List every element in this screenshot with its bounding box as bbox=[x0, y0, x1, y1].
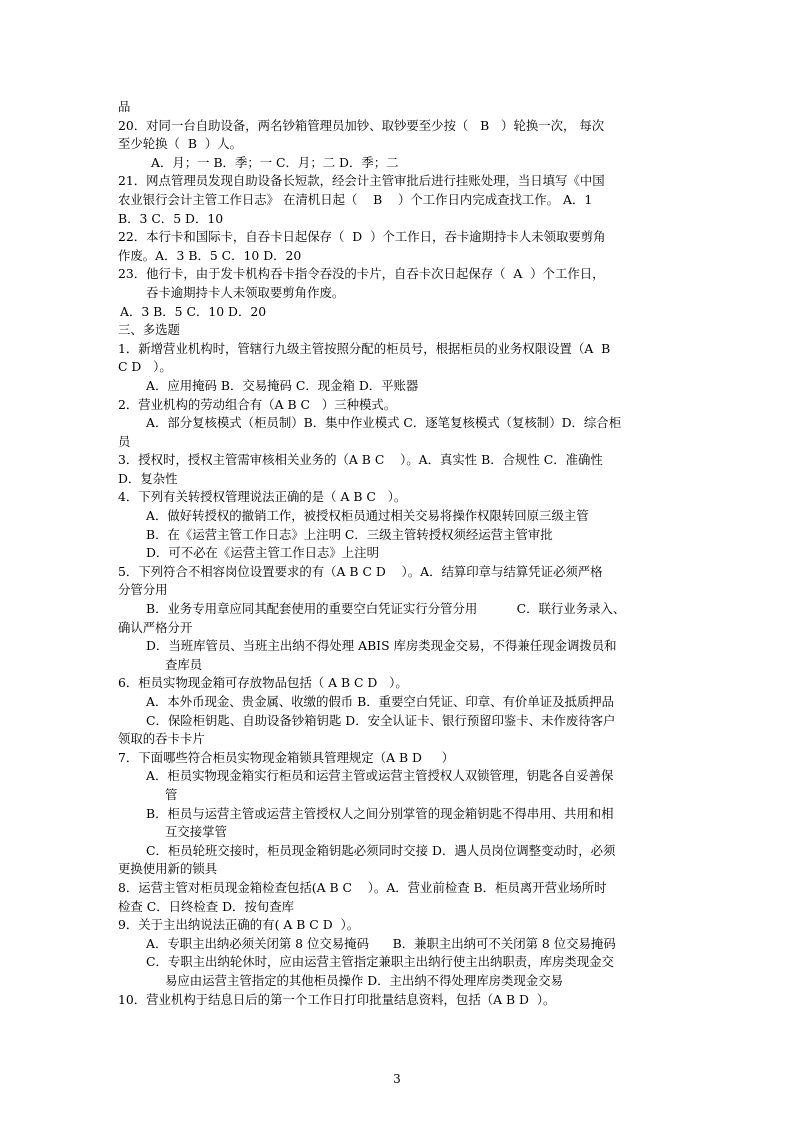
question-m9: 9．关于主出纳说法正确的有( A B C D ）。 bbox=[118, 917, 360, 933]
options-line: B．在《运营主管工作日志》上注明 C．三级主管转授权须经运营主管审批 bbox=[146, 526, 553, 542]
text-line: 品 bbox=[118, 99, 131, 114]
text-line: 吞卡逾期持卡人未领取要剪角作废。 bbox=[146, 284, 345, 300]
text-line: 检查 C．日终检查 D．按旬查库 bbox=[118, 898, 294, 914]
text-line: 易应由运营主管指定的其他柜员操作 D．主出纳不得处理库房类现金交易 bbox=[165, 972, 563, 988]
question-22: 22．本行卡和国际卡，自吞卡日起保存（ D ）个工作日，吞卡逾期持卡人未领取要剪角 bbox=[118, 229, 606, 245]
options-line: A．本外币现金、贵金属、收缴的假币 B．重要空白凭证、印章、有价单证及抵质押品 bbox=[146, 694, 615, 709]
question-m5: 5．下列符合不相容岗位设置要求的有（A B C D ）。A．结算印章与结算凭证必须严格 bbox=[118, 563, 603, 579]
options-line: A．3 B．5 C．10 D．20 bbox=[120, 303, 267, 319]
question-m8: 8．运营主管对柜员现金箱检查包括(A B C ）。A．营业前检查 B．柜员离开营业场所时 bbox=[118, 879, 607, 895]
section-heading: 三、多选题 bbox=[118, 322, 180, 338]
question-m3: 3．授权时，授权主管需审核相关业务的（A B C ）。A．真实性 B．合规性 C．准确性 bbox=[118, 452, 603, 468]
text-line: 互交接掌管 bbox=[165, 824, 227, 840]
question-20: 20．对同一台自助设备，两名钞箱管理员加钞、取钞要至少按（ B ）轮换一次， 每次 bbox=[118, 117, 605, 133]
question-m4: 4．下列有关转授权管理说法正确的是（ A B C ）。 bbox=[118, 489, 407, 505]
options-line: C．保险柜钥匙、自助设备钞箱钥匙 D．安全认证卡、银行预留印鉴卡、未作废待客户 bbox=[146, 712, 616, 728]
options-line: A．月；一 B．季；一 C．月；二 D．季；二 bbox=[151, 154, 399, 170]
document-body bbox=[118, 98, 690, 1009]
question-m7: 7．下面哪些符合柜员实物现金箱锁具管理规定（A B D ） bbox=[118, 749, 455, 765]
options-line: A．做好转授权的撤销工作，被授权柜员通过相关交易将操作权限转回原三级主管 bbox=[146, 508, 589, 524]
question-23: 23．他行卡，由于发卡机构吞卡指令吞没的卡片，自吞卡次日起保存（ A ）个工作日， bbox=[118, 266, 605, 282]
text-line: 确认严格分开 bbox=[118, 619, 193, 635]
options-line: B．业务专用章应同其配套使用的重要空白凭证实行分管分用 C．联行业务录入、 bbox=[146, 601, 626, 617]
text-line: 至少轮换（ B ）人。 bbox=[118, 136, 242, 152]
options-line: C．柜员轮班交接时，柜员现金箱钥匙必须同时交接 D．遇人员岗位调整变动时，必须 bbox=[146, 842, 616, 858]
options-line: B．3 C．5 D．10 bbox=[118, 210, 224, 226]
options-line: D．当班库管员、当班主出纳不得处理 ABIS 库房类现金交易，不得兼任现金调拨员和 bbox=[146, 638, 617, 654]
page-number: 3 bbox=[393, 1072, 401, 1086]
options-line: B．柜员与运营主管或运营主管授权人之间分别掌管的现金箱钥匙不得串用、共用和相 bbox=[146, 805, 614, 821]
options-line: C．专职主出纳轮休时，应由运营主管指定兼职主出纳行使主出纳职责，库房类现金交 bbox=[146, 954, 614, 970]
question-m1: 1．新增营业机构时，管辖行九级主管按照分配的柜员号，根据柜员的业务权限设置（A B bbox=[118, 340, 611, 356]
options-line: A．专职主出纳必须关闭第 8 位交易掩码 B．兼职主出纳可不关闭第 8 位交易掩码 bbox=[146, 935, 616, 951]
options-line: A．部分复核模式（柜员制）B．集中作业模式 C．逐笔复核模式（复核制）D．综合柜 bbox=[146, 415, 622, 431]
text-line: 更换使用新的锁具 bbox=[118, 861, 218, 877]
text-line: 作废。A．3 B．5 C．10 D．20 bbox=[118, 247, 302, 263]
question-21: 21．网点管理员发现自助设备长短款，经会计主管审批后进行挂账处理，当日填写《中国 bbox=[118, 173, 605, 189]
text-line: 查库员 bbox=[165, 656, 203, 672]
options-line: D．可不必在《运营主管工作日志》上注明 bbox=[146, 545, 379, 561]
text-line: D．复杂性 bbox=[118, 470, 178, 486]
question-m6: 6．柜员实物现金箱可存放物品包括（ A B C D ）。 bbox=[118, 675, 408, 691]
options-line: A．柜员实物现金箱实行柜员和运营主管或运营主管授权人双锁管理，钥匙各自妥善保 bbox=[146, 768, 614, 784]
question-m2: 2．营业机构的劳动组合有（A B C ）三种模式。 bbox=[118, 396, 397, 412]
text-line: 员 bbox=[118, 433, 131, 449]
text-line: 管 bbox=[165, 786, 178, 802]
question-m10: 10．营业机构于结息日后的第一个工作日打印批量结息资料，包括（A B D ）。 bbox=[118, 991, 556, 1007]
options-line: A．应用掩码 B．交易掩码 C．现金箱 D．平账器 bbox=[146, 377, 419, 393]
text-line: 领取的吞卡卡片 bbox=[118, 731, 205, 747]
text-line: C D ）。 bbox=[118, 359, 172, 375]
text-line: 分管分用 bbox=[118, 582, 168, 598]
text-line: 农业银行会计主管工作日志》 在清机日起（ B ）个工作日内完成查找工作。 A．1 bbox=[118, 191, 593, 207]
